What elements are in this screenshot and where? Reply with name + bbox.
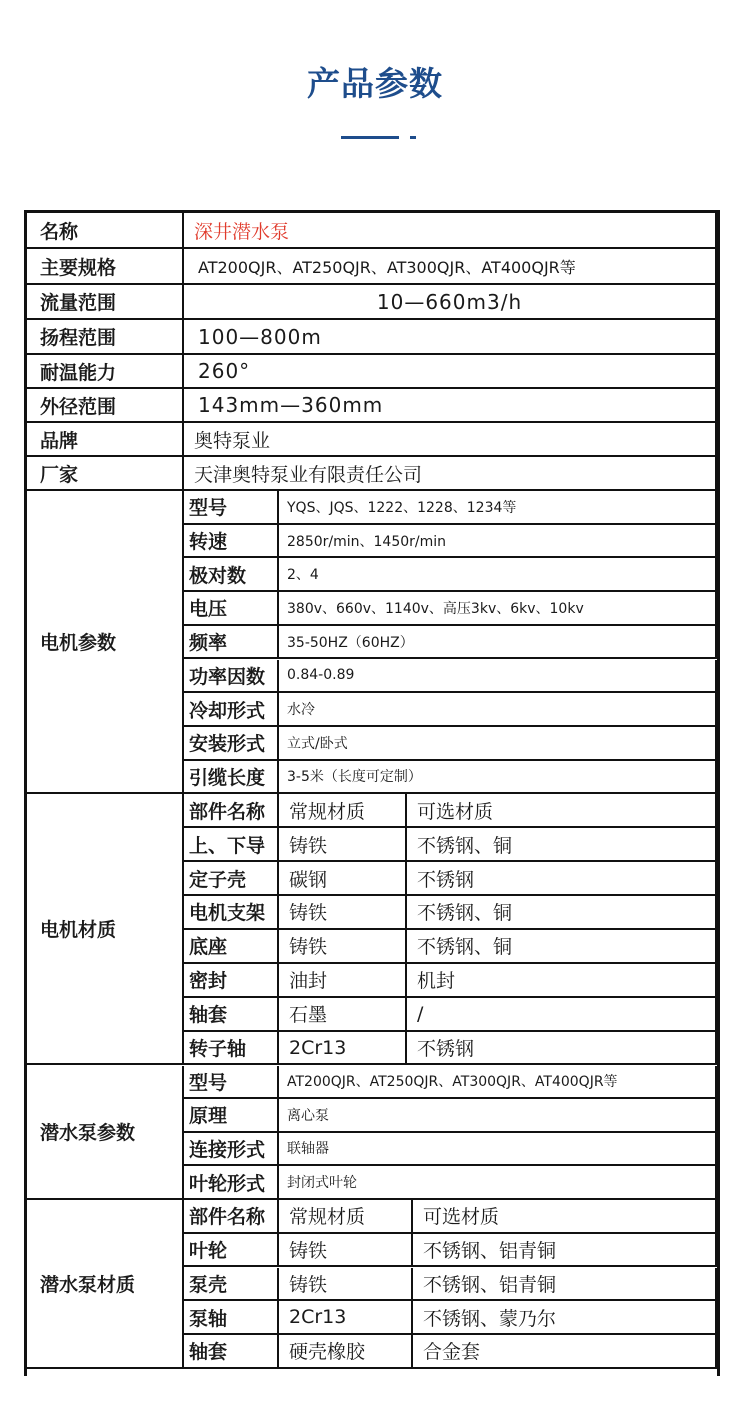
group-label: 潜水泵材质: [27, 1200, 184, 1369]
param-value: 380v、660v、1140v、高压3kv、6kv、10kv: [279, 592, 717, 626]
param-value: 联轴器: [279, 1133, 717, 1167]
optional-material: 不锈钢: [407, 1032, 717, 1066]
spec-label: 主要规格: [27, 249, 184, 285]
param-name: 功率因数: [184, 660, 279, 694]
param-value: 3-5米（长度可定制）: [279, 761, 717, 795]
group-label: 电机参数: [27, 491, 184, 794]
spec-value: 奥特泵业: [184, 423, 717, 457]
part-name: 底座: [184, 930, 279, 964]
optional-material: 不锈钢、铝青铜: [413, 1268, 717, 1302]
title-underline: [341, 136, 399, 139]
standard-material: 铸铁: [279, 1234, 413, 1268]
param-name: 连接形式: [184, 1133, 279, 1167]
param-name: 频率: [184, 626, 279, 660]
standard-material: 硬壳橡胶: [279, 1335, 413, 1369]
part-name: 泵轴: [184, 1301, 279, 1335]
standard-material: 常规材质: [279, 794, 407, 828]
title-underline-dot: [410, 136, 416, 139]
param-name: 冷却形式: [184, 693, 279, 727]
part-name: 轴套: [184, 1335, 279, 1369]
standard-material: 铸铁: [279, 1268, 413, 1302]
spec-label: 名称: [27, 213, 184, 249]
param-name: 型号: [184, 1066, 279, 1100]
standard-material: 油封: [279, 964, 407, 998]
param-value: 2850r/min、1450r/min: [279, 525, 717, 559]
standard-material: 铸铁: [279, 828, 407, 862]
param-name: 原理: [184, 1099, 279, 1133]
param-value: 35-50HZ（60HZ）: [279, 626, 717, 660]
part-name: 电机支架: [184, 896, 279, 930]
group-label: 潜水泵参数: [27, 1066, 184, 1200]
standard-material: 铸铁: [279, 896, 407, 930]
param-name: 电压: [184, 592, 279, 626]
spec-label: 流量范围: [27, 285, 184, 320]
param-value: 封闭式叶轮: [279, 1166, 717, 1200]
part-name: 叶轮: [184, 1234, 279, 1268]
spec-label: 品牌: [27, 423, 184, 457]
optional-material: 不锈钢: [407, 862, 717, 896]
param-value: 立式/卧式: [279, 727, 717, 761]
optional-material: 不锈钢、蒙乃尔: [413, 1301, 717, 1335]
standard-material: 铸铁: [279, 930, 407, 964]
part-name: 转子轴: [184, 1032, 279, 1066]
param-name: 转速: [184, 525, 279, 559]
optional-material: 可选材质: [413, 1200, 717, 1234]
param-value: YQS、JQS、1222、1228、1234等: [279, 491, 717, 525]
spec-value: 143mm—360mm: [184, 389, 717, 423]
standard-material: 碳钢: [279, 862, 407, 896]
optional-material: 可选材质: [407, 794, 717, 828]
spec-value: 10—660m3/h: [184, 285, 717, 320]
group-label: 电机材质: [27, 794, 184, 1065]
optional-material: 不锈钢、铜: [407, 930, 717, 964]
optional-material: 不锈钢、铝青铜: [413, 1234, 717, 1268]
param-name: 叶轮形式: [184, 1166, 279, 1200]
part-name: 定子壳: [184, 862, 279, 896]
param-name: 引缆长度: [184, 761, 279, 795]
part-name: 泵壳: [184, 1268, 279, 1302]
page-title: 产品参数: [307, 64, 443, 103]
optional-material: 机封: [407, 964, 717, 998]
optional-material: 合金套: [413, 1335, 717, 1369]
standard-material: 常规材质: [279, 1200, 413, 1234]
spec-value: 天津奥特泵业有限责任公司: [184, 457, 717, 491]
spec-label: 厂家: [27, 457, 184, 491]
spec-label: 外径范围: [27, 389, 184, 423]
param-name: 安装形式: [184, 727, 279, 761]
part-name: 部件名称: [184, 794, 279, 828]
spec-label: 耐温能力: [27, 355, 184, 389]
param-name: 型号: [184, 491, 279, 525]
param-value: 水冷: [279, 693, 717, 727]
standard-material: 2Cr13: [279, 1301, 413, 1335]
param-value: 2、4: [279, 558, 717, 592]
param-value: AT200QJR、AT250QJR、AT300QJR、AT400QJR等: [279, 1066, 717, 1100]
optional-material: 不锈钢、铜: [407, 828, 717, 862]
part-name: 轴套: [184, 998, 279, 1032]
standard-material: 石墨: [279, 998, 407, 1032]
optional-material: /: [407, 998, 717, 1032]
spec-value: 260°: [184, 355, 717, 389]
param-name: 极对数: [184, 558, 279, 592]
standard-material: 2Cr13: [279, 1032, 407, 1066]
spec-label: 扬程范围: [27, 320, 184, 355]
part-name: 部件名称: [184, 1200, 279, 1234]
param-value: 0.84-0.89: [279, 660, 717, 694]
spec-value: AT200QJR、AT250QJR、AT300QJR、AT400QJR等: [184, 249, 717, 285]
optional-material: 不锈钢、铜: [407, 896, 717, 930]
spec-value: 100—800m: [184, 320, 717, 355]
part-name: 密封: [184, 964, 279, 998]
param-value: 离心泵: [279, 1099, 717, 1133]
part-name: 上、下导: [184, 828, 279, 862]
spec-value: 深井潜水泵: [184, 213, 717, 249]
